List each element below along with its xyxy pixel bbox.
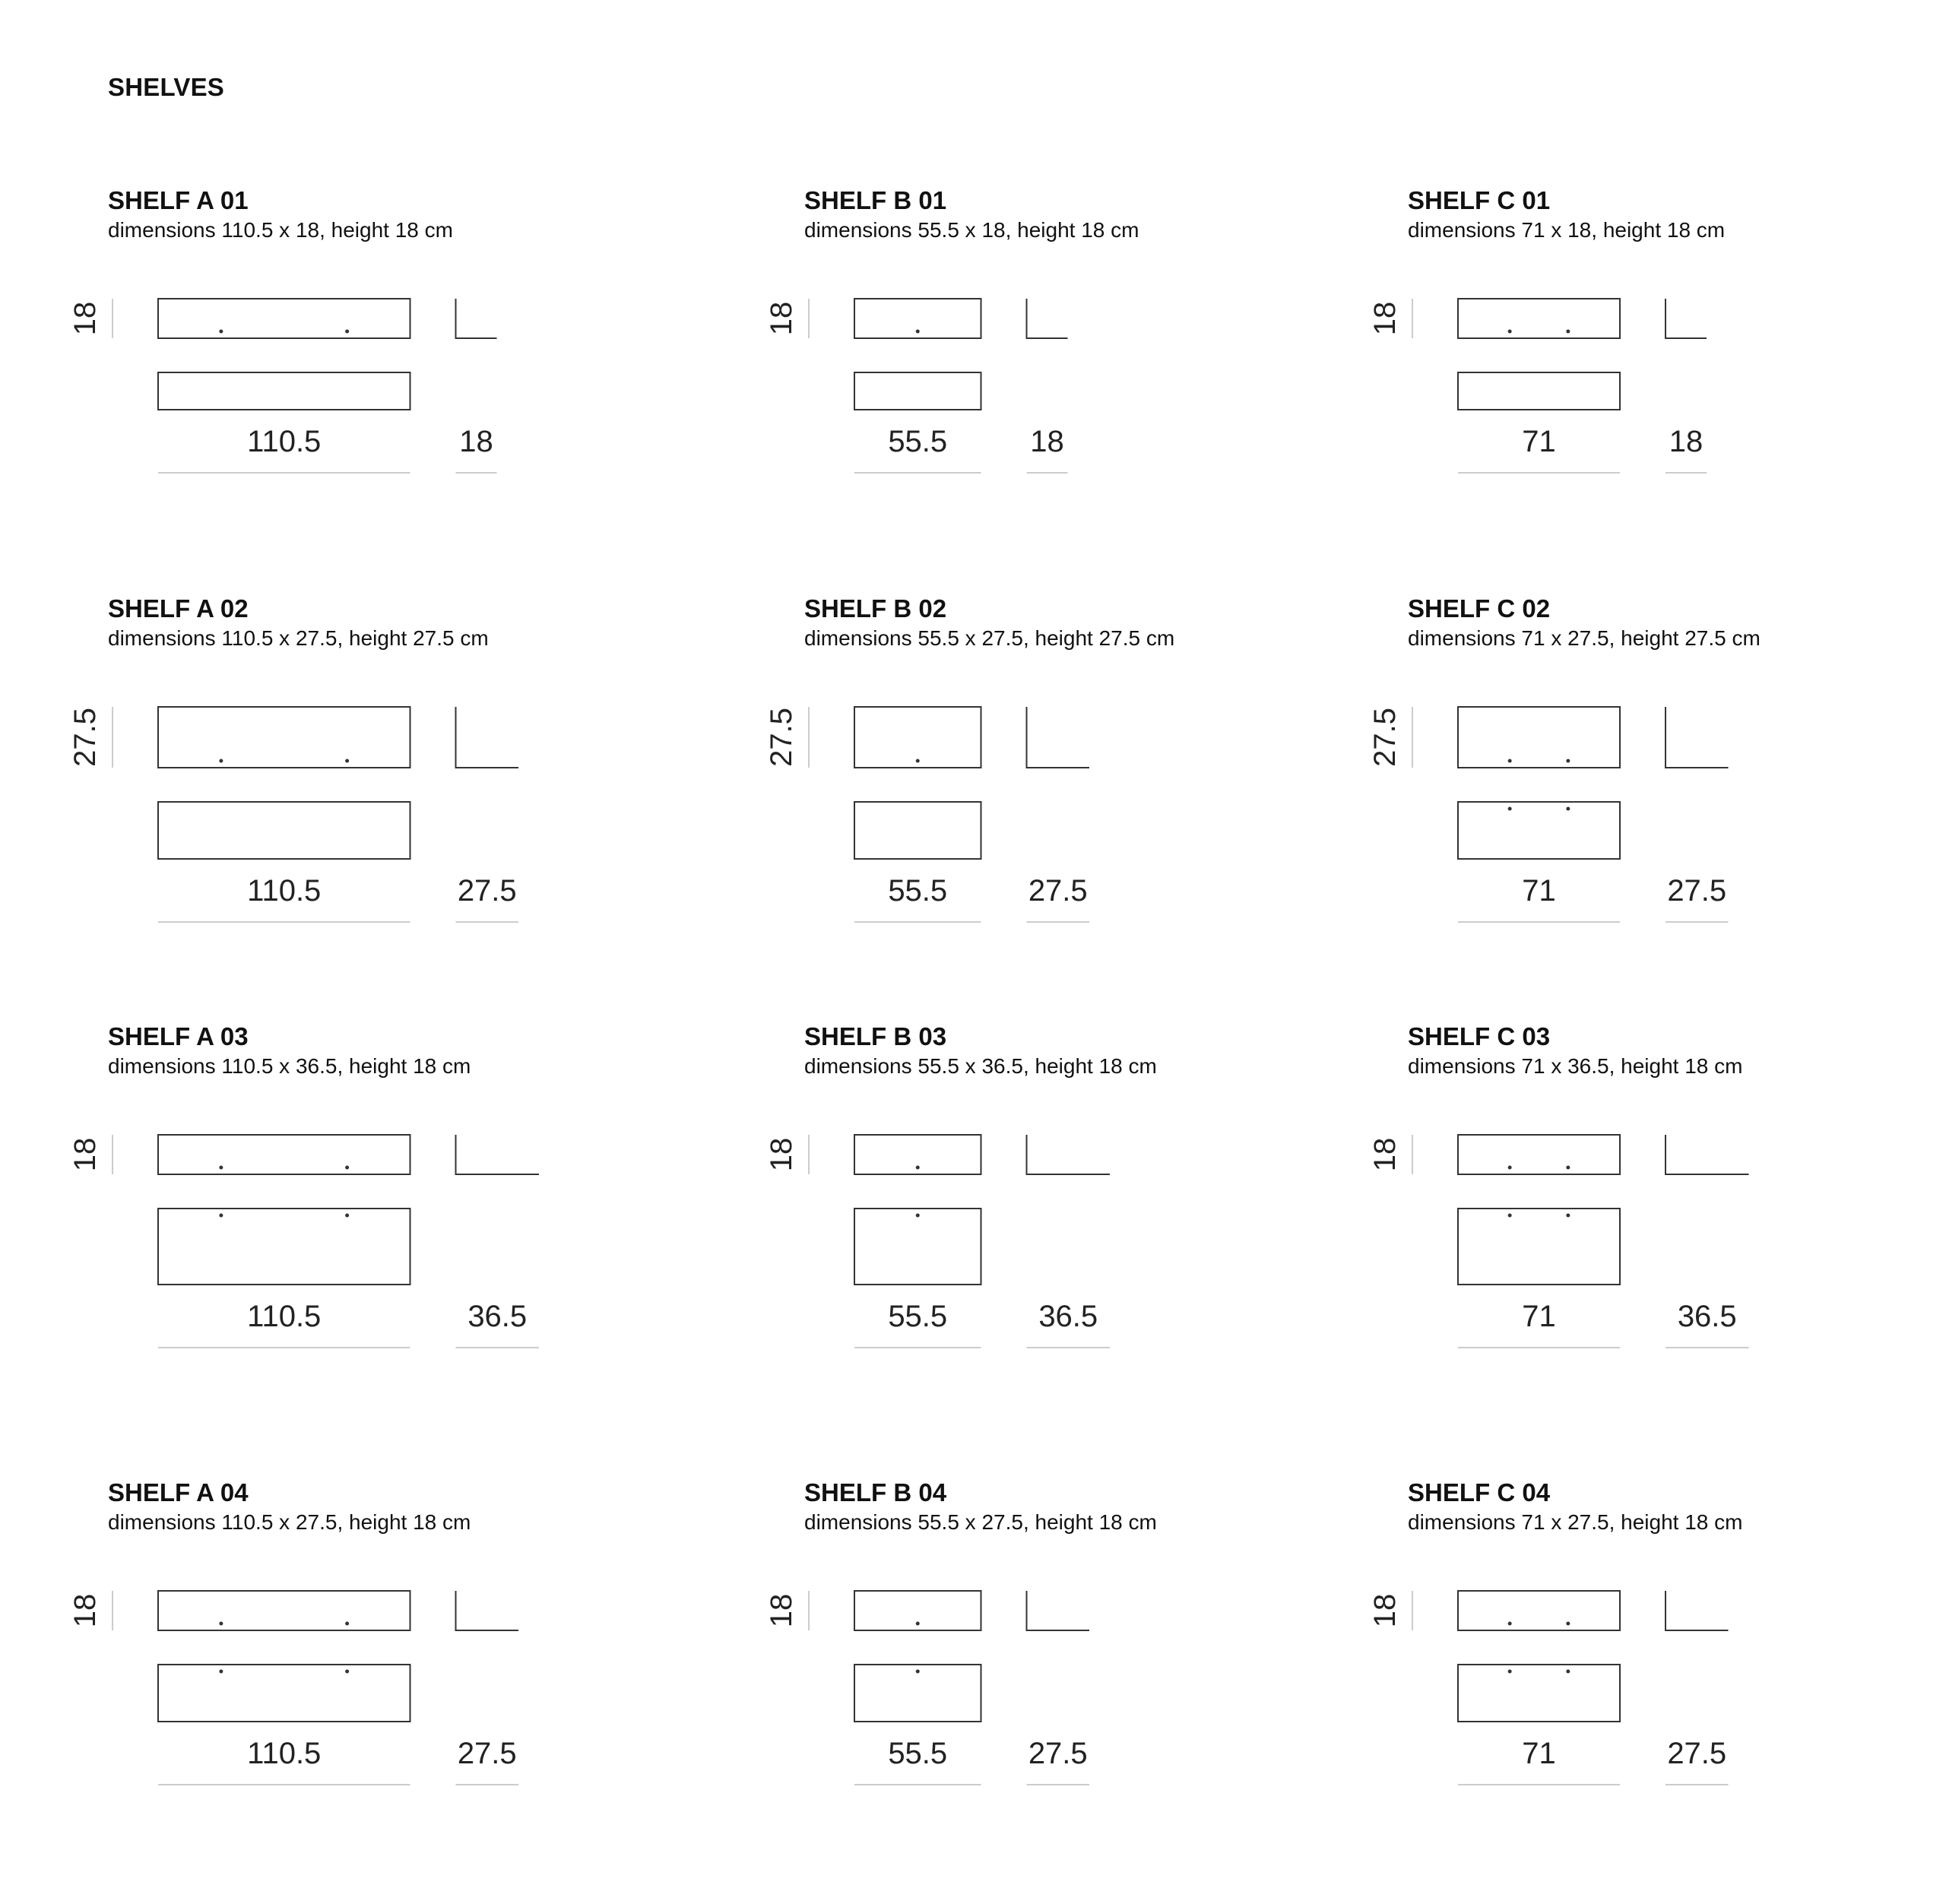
shelf-dimensions: dimensions 55.5 x 18, height 18 cm	[804, 218, 1139, 242]
shelf-card-c04	[1368, 1478, 1946, 1858]
plan-view-rect	[1458, 372, 1620, 410]
depth-label: 36.5	[1038, 1300, 1098, 1333]
plan-view-rect	[158, 1209, 410, 1285]
shelf-dimensions: dimensions 110.5 x 27.5, height 27.5 cm	[108, 626, 489, 650]
shelf-dimensions: dimensions 55.5 x 36.5, height 18 cm	[804, 1054, 1157, 1078]
fixing-hole	[1566, 1622, 1570, 1626]
shelf-card-c02	[1368, 594, 1946, 974]
height-label: 18	[765, 301, 798, 336]
front-view-rect	[1458, 299, 1620, 338]
depth-label: 36.5	[1677, 1300, 1737, 1333]
side-profile	[456, 707, 519, 768]
shelf-title: SHELF B 03	[804, 1022, 947, 1050]
shelf-card-b03	[765, 1022, 1382, 1402]
fixing-hole	[1508, 1622, 1512, 1626]
shelf-card-a02	[68, 594, 686, 974]
front-view-rect	[1458, 1135, 1620, 1174]
shelf-title: SHELF A 03	[108, 1022, 249, 1050]
plan-view-rect	[1458, 802, 1620, 859]
fixing-hole	[1508, 330, 1512, 334]
shelf-title: SHELF A 02	[108, 594, 249, 623]
shelf-dimensions: dimensions 55.5 x 27.5, height 18 cm	[804, 1510, 1157, 1534]
front-view-rect	[158, 707, 410, 768]
shelf-title: SHELF A 01	[108, 186, 249, 214]
shelf-drawing	[68, 1022, 686, 1448]
shelf-drawing	[1368, 186, 1946, 612]
fixing-hole	[219, 1622, 223, 1626]
shelf-card-b01	[765, 186, 1382, 566]
width-label: 71	[1522, 425, 1556, 458]
height-label: 18	[68, 1137, 102, 1172]
front-view-rect	[158, 1135, 410, 1174]
fixing-hole	[916, 759, 920, 763]
front-view-rect	[1458, 1591, 1620, 1630]
fixing-hole	[1566, 759, 1570, 763]
height-label: 27.5	[765, 708, 798, 767]
side-profile	[1027, 1591, 1090, 1630]
fixing-hole	[1508, 807, 1512, 811]
shelf-title: SHELF C 04	[1408, 1478, 1551, 1506]
fixing-hole	[219, 1670, 223, 1674]
fixing-hole	[916, 1670, 920, 1674]
height-label: 18	[68, 1593, 102, 1628]
width-label: 55.5	[888, 874, 948, 908]
shelf-title: SHELF B 02	[804, 594, 947, 623]
depth-label: 27.5	[457, 1737, 517, 1770]
side-profile	[1666, 1591, 1729, 1630]
fixing-hole	[916, 1166, 920, 1170]
front-view-rect	[158, 1591, 410, 1630]
shelf-card-b04	[765, 1478, 1382, 1858]
depth-label: 18	[459, 425, 493, 458]
fixing-hole	[345, 1622, 349, 1626]
width-label: 71	[1522, 874, 1556, 908]
shelf-drawing	[1368, 594, 1946, 1020]
depth-label: 27.5	[1028, 874, 1088, 908]
shelf-drawing	[1368, 1022, 1946, 1448]
fixing-hole	[1566, 1670, 1570, 1674]
shelf-drawing	[68, 186, 686, 612]
plan-view-rect	[854, 372, 981, 410]
plan-view-rect	[158, 802, 410, 859]
plan-view-rect	[1458, 1209, 1620, 1285]
height-label: 18	[68, 301, 102, 336]
shelf-title: SHELF C 02	[1408, 594, 1551, 623]
fixing-hole	[916, 1622, 920, 1626]
plan-view-rect	[158, 372, 410, 410]
shelf-card-c03	[1368, 1022, 1946, 1402]
width-label: 110.5	[247, 1737, 322, 1770]
fixing-hole	[916, 1214, 920, 1218]
height-label: 18	[765, 1137, 798, 1172]
side-profile	[1666, 707, 1729, 768]
shelf-title: SHELF A 04	[108, 1478, 249, 1506]
depth-label: 27.5	[1667, 874, 1727, 908]
fixing-hole	[219, 1214, 223, 1218]
height-label: 27.5	[1368, 708, 1402, 767]
shelf-drawing	[765, 186, 1382, 612]
width-label: 110.5	[247, 874, 322, 908]
fixing-hole	[1566, 1166, 1570, 1170]
height-label: 18	[765, 1593, 798, 1628]
fixing-hole	[219, 330, 223, 334]
depth-label: 18	[1030, 425, 1064, 458]
plan-view-rect	[854, 802, 981, 859]
fixing-hole	[1566, 1214, 1570, 1218]
width-label: 71	[1522, 1737, 1556, 1770]
shelf-dimensions: dimensions 71 x 36.5, height 18 cm	[1408, 1054, 1743, 1078]
depth-label: 18	[1669, 425, 1704, 458]
fixing-hole	[1566, 807, 1570, 811]
fixing-hole	[345, 759, 349, 763]
shelf-dimensions: dimensions 71 x 27.5, height 27.5 cm	[1408, 626, 1761, 650]
depth-label: 27.5	[1667, 1737, 1727, 1770]
plan-view-rect	[854, 1209, 981, 1285]
fixing-hole	[345, 1670, 349, 1674]
shelf-title: SHELF C 01	[1408, 186, 1551, 214]
plan-view-rect	[158, 1665, 410, 1722]
shelf-drawing	[68, 1478, 686, 1904]
shelf-card-b02	[765, 594, 1382, 974]
fixing-hole	[1508, 1214, 1512, 1218]
shelf-title: SHELF B 04	[804, 1478, 947, 1506]
width-label: 71	[1522, 1300, 1556, 1333]
width-label: 110.5	[247, 425, 322, 458]
shelf-dimensions: dimensions 55.5 x 27.5, height 27.5 cm	[804, 626, 1175, 650]
shelf-card-a03	[68, 1022, 686, 1402]
shelf-card-a01	[68, 186, 686, 566]
front-view-rect	[854, 707, 981, 768]
height-label: 18	[1368, 301, 1402, 336]
shelf-drawing	[765, 1022, 1382, 1448]
shelf-dimensions: dimensions 110.5 x 36.5, height 18 cm	[108, 1054, 471, 1078]
width-label: 55.5	[888, 1300, 948, 1333]
page-title: SHELVES	[108, 73, 224, 101]
shelf-title: SHELF C 03	[1408, 1022, 1551, 1050]
shelf-dimensions: dimensions 110.5 x 27.5, height 18 cm	[108, 1510, 471, 1534]
shelf-dimensions: dimensions 71 x 18, height 18 cm	[1408, 218, 1726, 242]
shelf-dimensions: dimensions 71 x 27.5, height 18 cm	[1408, 1510, 1743, 1534]
depth-label: 27.5	[1028, 1737, 1088, 1770]
width-label: 55.5	[888, 425, 948, 458]
fixing-hole	[1508, 1166, 1512, 1170]
plan-view-rect	[1458, 1665, 1620, 1722]
shelf-card-a04	[68, 1478, 686, 1858]
side-profile	[456, 1135, 540, 1174]
shelf-drawing	[1368, 1478, 1946, 1904]
side-profile	[1027, 1135, 1111, 1174]
side-profile	[1027, 299, 1068, 338]
width-label: 110.5	[247, 1300, 322, 1333]
fixing-hole	[219, 1166, 223, 1170]
height-label: 27.5	[68, 708, 102, 767]
fixing-hole	[345, 1166, 349, 1170]
side-profile	[456, 299, 497, 338]
front-view-rect	[1458, 707, 1620, 768]
side-profile	[1027, 707, 1090, 768]
shelf-drawing	[765, 1478, 1382, 1904]
fixing-hole	[345, 1214, 349, 1218]
fixing-hole	[345, 330, 349, 334]
side-profile	[456, 1591, 519, 1630]
fixing-hole	[1566, 330, 1570, 334]
shelf-title: SHELF B 01	[804, 186, 947, 214]
fixing-hole	[1508, 759, 1512, 763]
side-profile	[1666, 299, 1707, 338]
fixing-hole	[1508, 1670, 1512, 1674]
shelf-drawing	[68, 594, 686, 1020]
depth-label: 36.5	[467, 1300, 528, 1333]
shelf-dimensions: dimensions 110.5 x 18, height 18 cm	[108, 218, 453, 242]
side-profile	[1666, 1135, 1749, 1174]
height-label: 18	[1368, 1137, 1402, 1172]
height-label: 18	[1368, 1593, 1402, 1628]
width-label: 55.5	[888, 1737, 948, 1770]
fixing-hole	[916, 330, 920, 334]
shelf-drawing	[765, 594, 1382, 1020]
front-view-rect	[158, 299, 410, 338]
depth-label: 27.5	[457, 874, 517, 908]
shelf-card-c01	[1368, 186, 1946, 566]
fixing-hole	[219, 759, 223, 763]
